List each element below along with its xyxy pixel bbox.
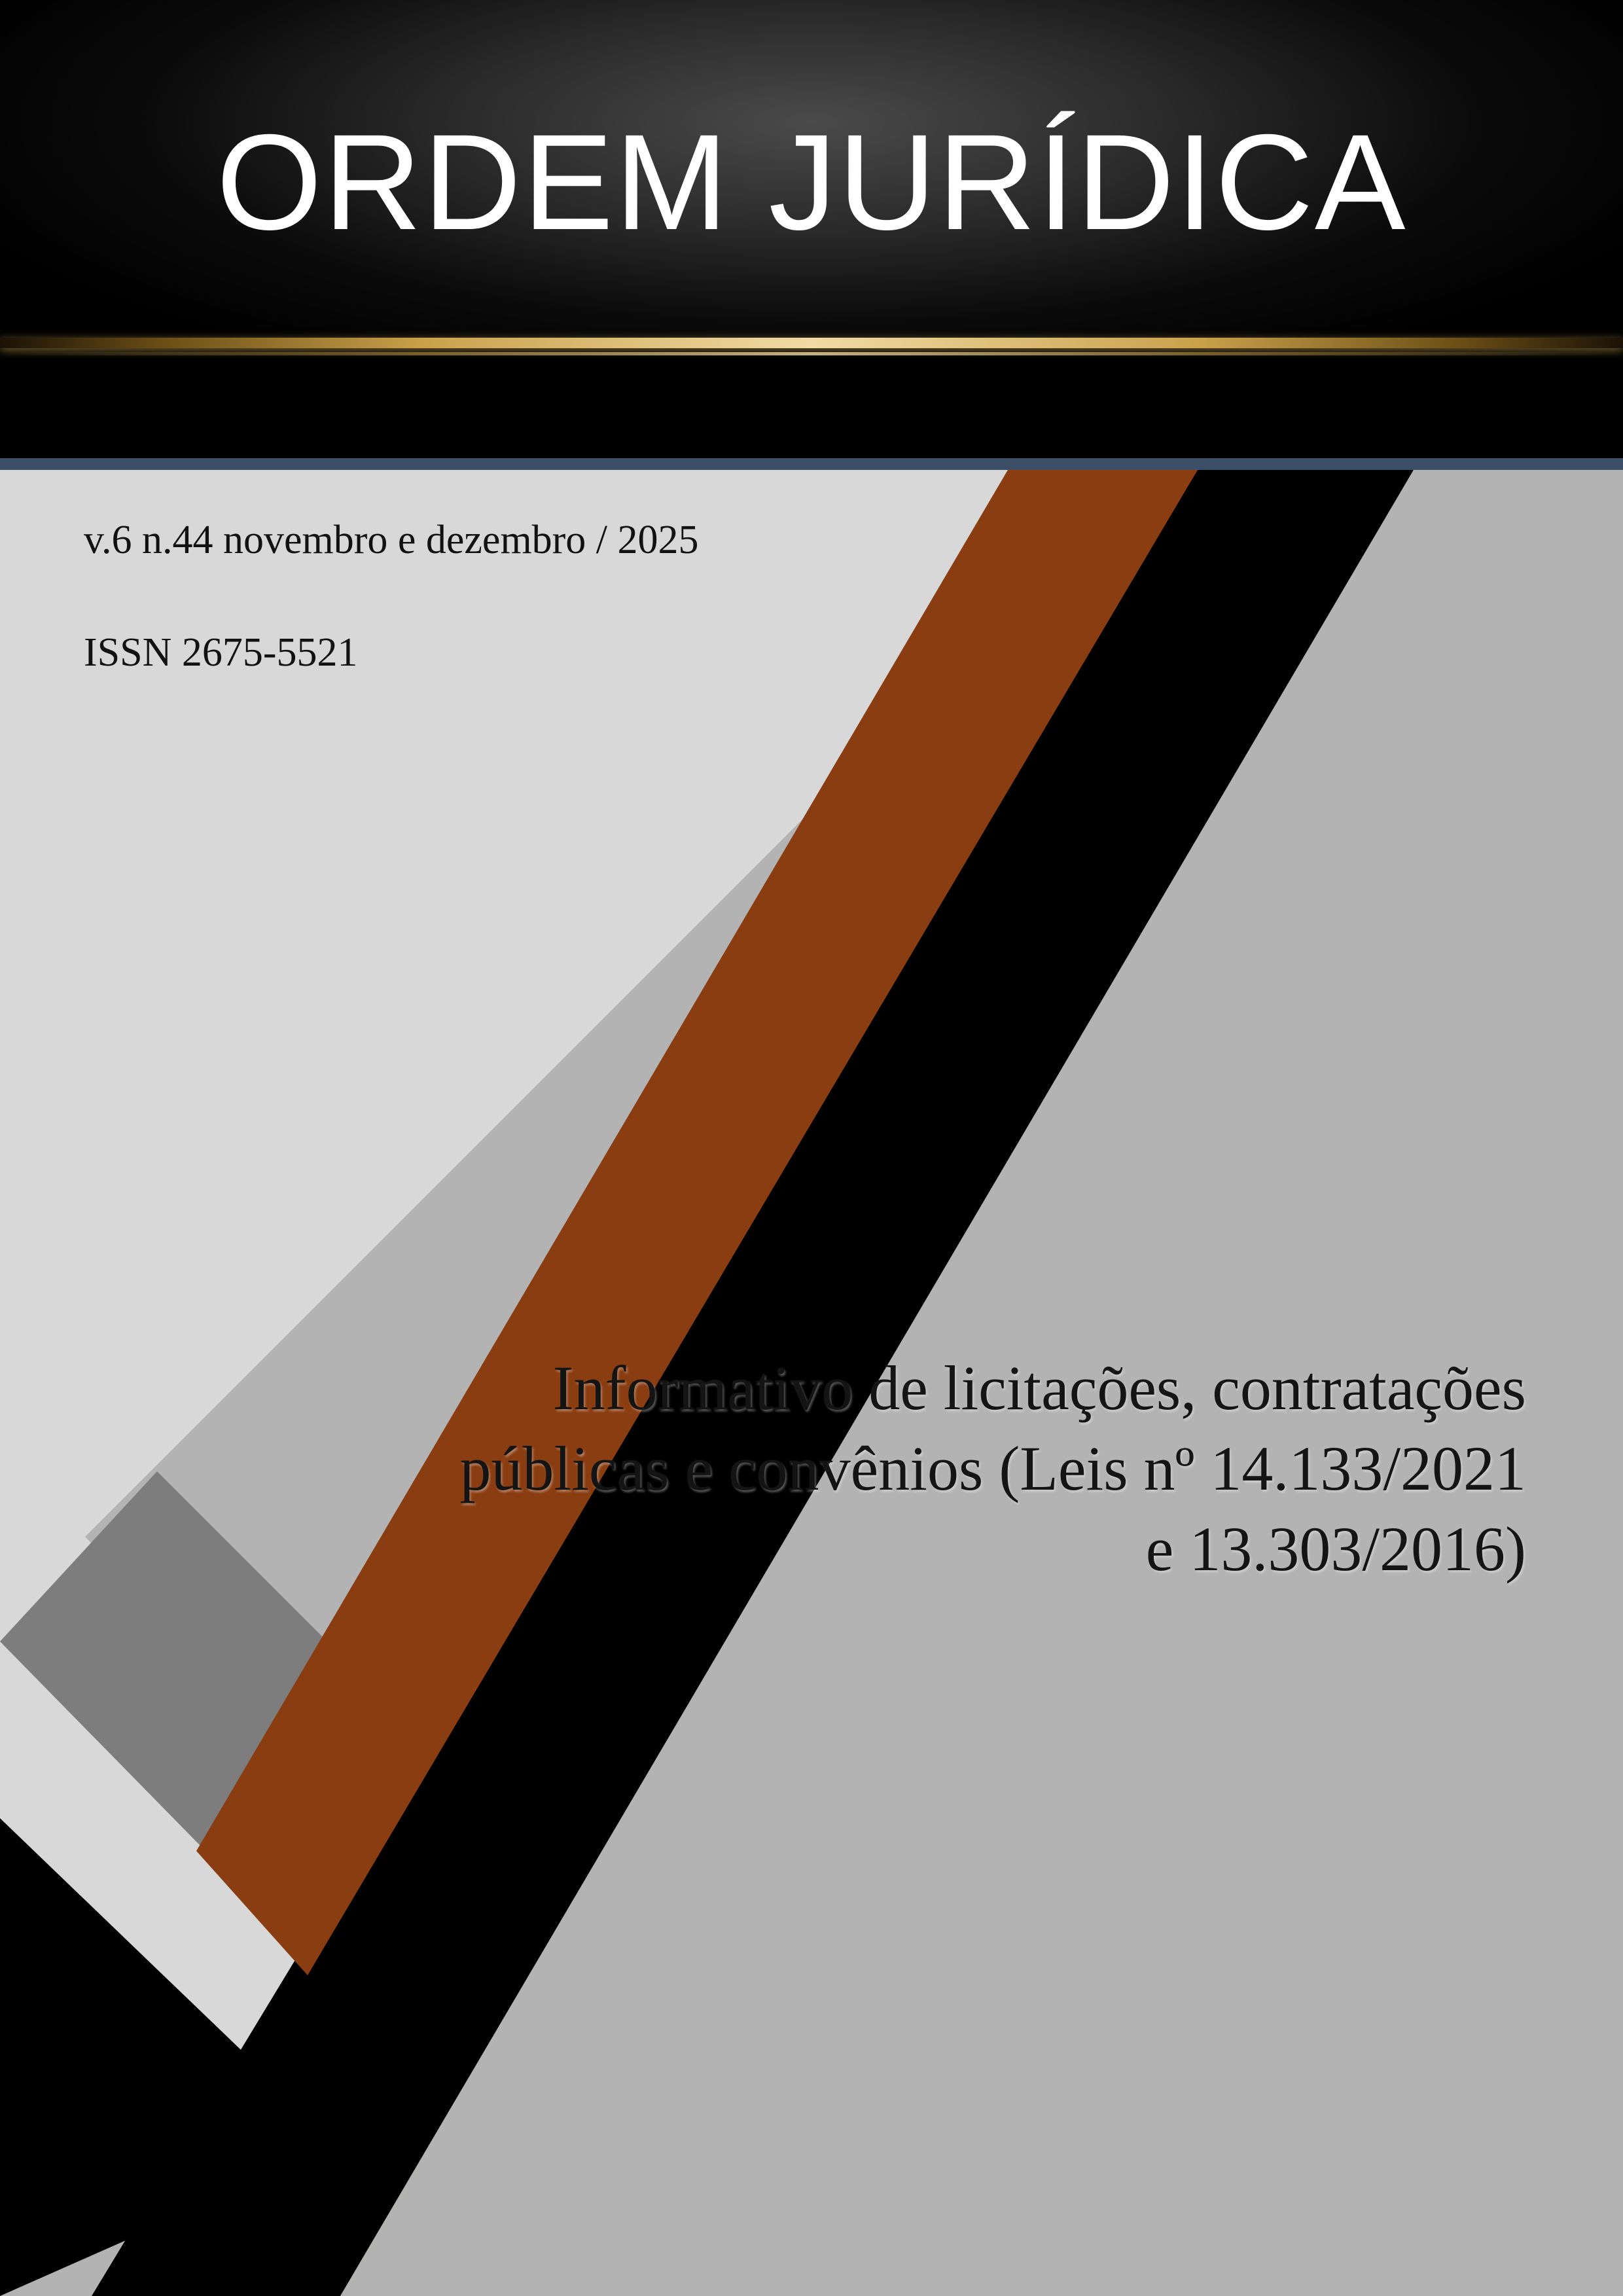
page-title: ORDEM JURÍDICA <box>216 107 1407 259</box>
issue-info: v.6 n.44 novembro e dezembro / 2025 <box>84 518 699 562</box>
blue-divider <box>0 458 1623 470</box>
cover-header-band <box>0 0 1623 458</box>
gold-divider-secondary <box>0 352 1623 355</box>
gold-divider <box>0 338 1623 348</box>
issn-info: ISSN 2675-5521 <box>84 630 358 675</box>
cover-subtitle: Informativo de licitações, contratações públicas e convênios (Leis nº 14.133/2021 e 13.303/2016) <box>459 1353 1526 1584</box>
